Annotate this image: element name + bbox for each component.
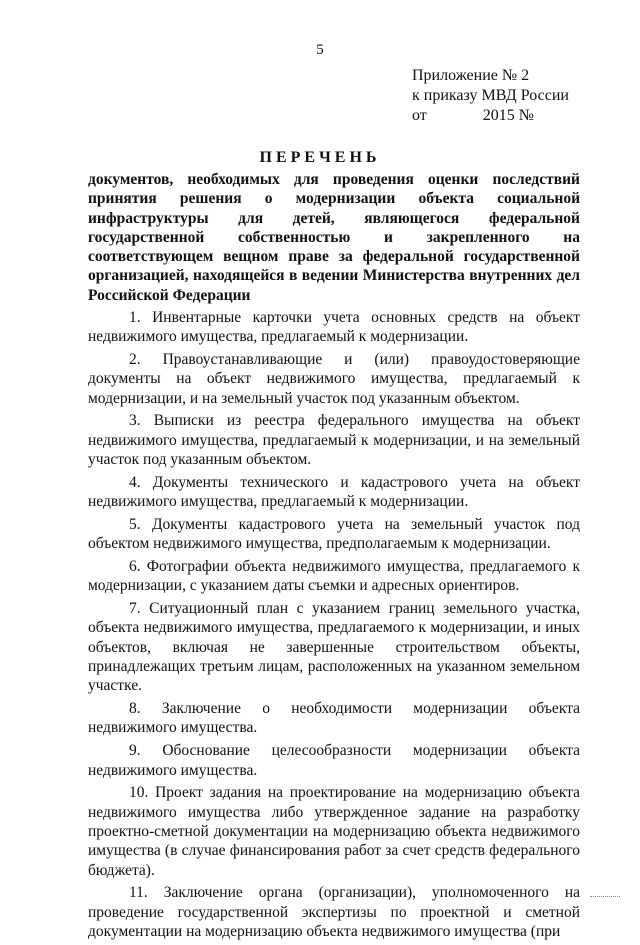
list-item: 5. Документы кадастрового учета на земельный участок под объектом недвижимого имущества, предполагаемым к модернизации. bbox=[88, 515, 580, 553]
list-item: 4. Документы технического и кадастрового учета на объект недвижимого имущества, предлагаемый к модернизации. bbox=[88, 473, 580, 511]
page-number: 5 bbox=[316, 42, 324, 58]
appendix-line-3: от 2015 № bbox=[412, 107, 535, 124]
appendix-line-2: к приказу МВД России bbox=[412, 87, 569, 104]
document-list bbox=[88, 308, 580, 945]
list-item: 2. Правоустанавливающие и (или) правоудостоверяющие документы на объект недвижимого имущества, предлагаемый к модернизации, и на земельный участок под указанным объектом. bbox=[88, 351, 580, 407]
document-title: ПЕРЕЧЕНЬ bbox=[259, 149, 381, 166]
scan-artifact bbox=[590, 896, 620, 898]
appendix-header bbox=[412, 66, 569, 126]
appendix-line-1: Приложение № 2 bbox=[412, 67, 530, 84]
list-item: 11. Заключение органа (организации), уполномоченного на проведение государственной экспертизы по проектной и сметной документации на модернизацию объекта недвижимого имущества (при bbox=[88, 884, 580, 940]
list-item: 7. Ситуационный план с указанием границ земельного участка, объекта недвижимого имущества, предлагаемого к модернизации, и иных объектов, включая не завершенные строительством объекты, принадлежащих третьим лицам, расположенных на указанном земельном участке. bbox=[88, 600, 580, 695]
list-item: 9. Обоснование целесообразности модернизации объекта недвижимого имущества. bbox=[88, 742, 580, 779]
list-item: 8. Заключение о необходимости модернизации объекта недвижимого имущества. bbox=[88, 700, 580, 737]
list-item: 1. Инвентарные карточки учета основных средств на объект недвижимого имущества, предлагаемый к модернизации. bbox=[88, 309, 580, 346]
list-item: 10. Проект задания на проектирование на модернизацию объекта недвижимого имущества либо утвержденное задание на разработку проектно-сметной документации на модернизацию объекта недвижимого имущества (в случае финансирования работ за счет средств федерального бюджета). bbox=[88, 784, 580, 879]
list-item: 3. Выписки из реестра федерального имущества на объект недвижимого имущества, предлагаемый к модернизации, и на земельный участок под указанным объектом. bbox=[88, 412, 580, 469]
document-subtitle: документов, необходимых для проведения оценки последствий принятия решения о модернизации объекта социальной инфраструктуры для детей, являющегося федеральной государственной собственностью и закрепленного на соответствующем вещном праве за федеральной государственной организацией, находящейся в ведении Министерства внутренних дел Российской Федерации bbox=[88, 171, 580, 304]
list-item: 6. Фотографии объекта недвижимого имущества, предлагаемого к модернизации, с указанием даты съемки и адресных ориентиров. bbox=[88, 558, 580, 595]
